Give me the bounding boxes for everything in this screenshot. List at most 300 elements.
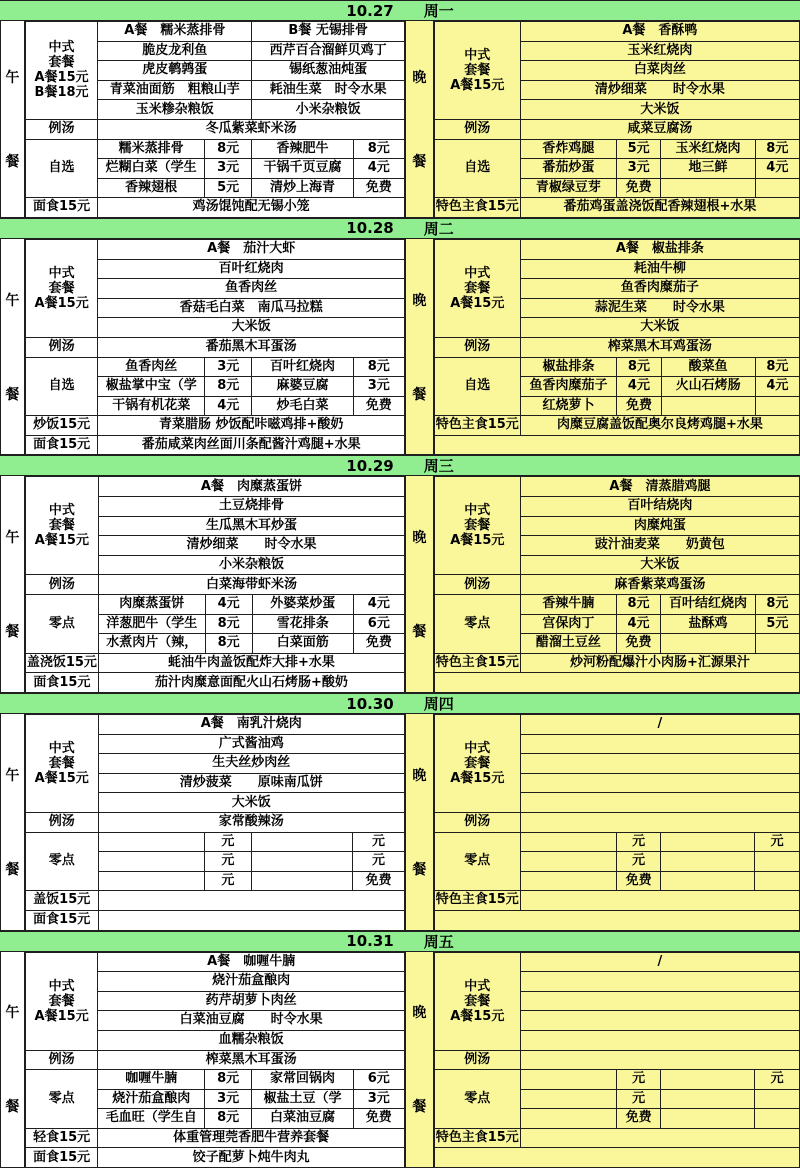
lunch-side-label (0, 239, 25, 456)
price-cell: 3元 (205, 1089, 252, 1109)
combo-dish-cell: 白菜肉丝 (520, 61, 799, 81)
side-label-char: 餐 (412, 1099, 427, 1116)
side-label-char: 晚 (412, 767, 427, 784)
dish-cell (252, 871, 353, 891)
dish-cell: 外婆菜炒蛋 (252, 595, 353, 615)
soup-value-cell: 冬瓜紫菜虾米汤 (98, 119, 405, 139)
side-label-char: 餐 (412, 386, 427, 403)
dish-cell: 麻婆豆腐 (252, 377, 353, 397)
dinner-side-label (405, 239, 434, 456)
day-weekday: 周五 (423, 932, 454, 951)
extra-row-label: 特色主食15元 (434, 1128, 520, 1148)
extra-row-value: 肉糜豆腐盖饭配奥尔良烤鸡腿+水果 (520, 416, 799, 436)
lunch-side-label (0, 952, 25, 1169)
combo-dish-cell: 清炒细菜 时令水果 (98, 536, 404, 556)
dish-cell: 洋葱肥牛（学生 (98, 614, 205, 634)
price-cell: 元 (616, 832, 661, 852)
dish-cell: 鱼香肉糜茄子 (520, 377, 616, 397)
combo-label-line: 中式 (464, 740, 491, 756)
combo-dish-cell: 大米饭 (520, 318, 799, 338)
day-date: 10.29 (346, 456, 394, 475)
day-body (0, 952, 800, 1169)
dish-cell (661, 871, 755, 891)
alacarte-label: 零点 (25, 832, 98, 891)
price-cell: 免费 (616, 634, 660, 654)
dish-cell: 红烧萝卜 (520, 396, 616, 416)
side-label-char: 餐 (412, 153, 427, 170)
dinner-side-label (405, 952, 434, 1169)
dish-cell: 盐酥鸡 (661, 614, 755, 634)
dish-cell (520, 852, 616, 872)
dish-cell: 百叶结红烧肉 (661, 595, 755, 615)
combo-label (434, 477, 520, 575)
dinner-menu-table (434, 714, 800, 931)
alacarte-label: 零点 (25, 595, 98, 654)
combo-dish-cell: 百叶红烧肉 (98, 259, 404, 279)
extra-row-value: 鸡汤馄饨配无锡小笼 (98, 198, 405, 218)
price-cell: 元 (616, 1089, 661, 1109)
combo-dish-cell (520, 1030, 799, 1050)
extra-row-value (98, 891, 404, 911)
combo-label-line: 套餐 (48, 755, 75, 771)
combo-label (25, 239, 98, 337)
soup-label: 例汤 (25, 337, 98, 357)
extra-row-label: 特色主食15元 (434, 198, 520, 218)
combo-label-line: A餐15元 (34, 1008, 89, 1024)
combo-label-line: A餐15元 (450, 77, 505, 93)
price-cell (755, 1089, 800, 1109)
price-cell: 元 (204, 852, 252, 872)
price-cell: 免费 (353, 1109, 404, 1129)
lunch-side-label (0, 714, 25, 931)
combo-label-line: 套餐 (48, 280, 75, 296)
extra-row-label: 面食15元 (25, 673, 98, 693)
extra-row-value: 饺子配萝卜炖牛肉丸 (98, 1148, 405, 1168)
dish-cell: 干锅有机花菜 (98, 396, 205, 416)
extra-row-label: 特色主食15元 (434, 891, 520, 911)
soup-value-cell (520, 1050, 799, 1070)
price-cell: 8元 (205, 1109, 252, 1129)
price-cell: 免费 (617, 396, 661, 416)
combo-dish-cell: 百叶结烧肉 (520, 497, 799, 517)
price-cell: 元 (204, 832, 252, 852)
dish-cell: 香辣肥牛 (252, 139, 353, 159)
side-label-char: 餐 (5, 861, 20, 878)
dish-cell (98, 871, 204, 891)
combo-label (434, 715, 520, 813)
combo-dish-cell: 西芹百合溜鲜贝鸡丁 (252, 41, 405, 61)
combo-dish-cell: 生瓜黑木耳炒蛋 (98, 516, 404, 536)
combo-dish-cell: 虎皮鹌鹑蛋 (98, 61, 252, 81)
combo-dish-cell: 生夫丝炒肉丝 (98, 754, 404, 774)
combo-dish-cell: 青菜油面筋 粗粮山芋 (98, 80, 252, 100)
combo-dish-cell: 蒜泥生菜 时令水果 (520, 298, 799, 318)
day-date: 10.27 (346, 1, 394, 20)
dish-cell: 白菜面筋 (252, 634, 353, 654)
dish-cell (520, 871, 616, 891)
price-cell: 元 (204, 871, 252, 891)
soup-label: 例汤 (25, 119, 97, 139)
combo-dish-cell: 清炒细菜 时令水果 (520, 80, 799, 100)
combo-label-line: A餐15元 (450, 770, 505, 786)
price-cell: 6元 (353, 1070, 404, 1090)
side-label-char: 晚 (412, 1005, 427, 1022)
combo-dish-cell: 大米饭 (520, 555, 799, 575)
extra-row-label: 面食15元 (25, 435, 98, 455)
dish-cell (520, 832, 616, 852)
price-cell: 4元 (353, 159, 404, 179)
dish-cell: 酸菜鱼 (661, 357, 755, 377)
combo-dish-cell: 大米饭 (98, 793, 404, 813)
day-header-bar (0, 455, 800, 476)
price-cell (755, 634, 799, 654)
extra-row-label: 炒饭15元 (25, 416, 98, 436)
soup-label: 例汤 (25, 1050, 98, 1070)
combo-label (25, 22, 97, 120)
alacarte-label: 零点 (434, 1070, 520, 1129)
combo-label-line: 套餐 (464, 62, 491, 78)
dish-cell: 醋溜土豆丝 (520, 634, 616, 654)
dish-cell (252, 832, 353, 852)
extra-row-label: 轻食15元 (25, 1128, 98, 1148)
dinner-menu-table (434, 239, 800, 456)
dinner-side-label (405, 714, 434, 931)
price-cell (755, 178, 799, 198)
dish-cell: 雪花排条 (252, 614, 353, 634)
side-label-char: 晚 (412, 530, 427, 547)
side-label-char: 餐 (412, 861, 427, 878)
combo-label-line: B餐18元 (34, 85, 89, 101)
combo-label-line: 套餐 (464, 518, 491, 534)
combo-label-line: 中式 (48, 40, 75, 56)
price-cell: 8元 (205, 1070, 252, 1090)
combo-label-line: A餐15元 (34, 70, 89, 86)
price-cell: 8元 (353, 357, 404, 377)
soup-value-cell: 家常酸辣汤 (98, 812, 404, 832)
dish-cell (661, 634, 755, 654)
day-header-bar (0, 0, 800, 21)
alacarte-label: 零点 (25, 1070, 98, 1129)
day-body (0, 714, 800, 931)
soup-label: 例汤 (25, 812, 98, 832)
price-cell: 免费 (353, 871, 405, 891)
lunch-menu-table (25, 21, 405, 218)
alacarte-label: 零点 (434, 595, 520, 654)
combo-dish-cell: 豉汁油麦菜 奶黄包 (520, 536, 799, 556)
dish-cell: 白菜油豆腐 (252, 1109, 353, 1129)
price-cell: 8元 (617, 357, 661, 377)
dish-cell: 咖喱牛腩 (98, 1070, 205, 1090)
side-label-char: 午 (5, 1005, 20, 1022)
extra-row-value (520, 891, 799, 911)
soup-value-cell: 咸菜豆腐汤 (520, 119, 799, 139)
day-header-bar (0, 931, 800, 952)
combo-dish-cell: 脆皮龙利鱼 (98, 41, 252, 61)
empty-filler-cell (434, 910, 799, 930)
dish-cell: 地三鲜 (661, 159, 755, 179)
dish-cell (520, 1070, 616, 1090)
combo-dish-cell (520, 972, 799, 992)
price-cell: 5元 (616, 139, 661, 159)
dish-cell: 椒盐掌中宝（学 (98, 377, 205, 397)
price-cell: 8元 (205, 614, 252, 634)
dish-cell: 椒盐土豆（学 (252, 1089, 353, 1109)
alacarte-label: 自选 (25, 139, 97, 198)
price-cell: 免费 (616, 1109, 661, 1129)
combo-dish-cell: 香菇毛白菜 南瓜马拉糕 (98, 298, 404, 318)
combo-dish-cell (520, 773, 799, 793)
dish-cell: 香辣牛腩 (520, 595, 616, 615)
day-header-bar (0, 218, 800, 239)
price-cell: 元 (353, 852, 405, 872)
price-cell: 4元 (205, 595, 252, 615)
price-cell: 5元 (755, 614, 799, 634)
empty-filler-cell (434, 673, 799, 693)
extra-row-value: 番茄咸菜肉丝面川条配酱汁鸡腿+水果 (98, 435, 404, 455)
day-date: 10.31 (346, 932, 394, 951)
soup-value-cell: 麻香紫菜鸡蛋汤 (520, 575, 799, 595)
dish-cell: 宫保肉丁 (520, 614, 616, 634)
price-cell: 元 (755, 832, 800, 852)
extra-row-value (520, 1128, 799, 1148)
soup-value-cell (520, 812, 799, 832)
dinner-menu-table (434, 21, 800, 218)
empty-filler-cell (434, 1148, 799, 1168)
price-cell: 元 (755, 1070, 800, 1090)
lunch-menu-table (25, 952, 405, 1169)
soup-label: 例汤 (434, 119, 520, 139)
dish-cell: 香炸鸡腿 (520, 139, 616, 159)
price-cell: 8元 (205, 377, 252, 397)
dish-cell: 清炒上海青 (252, 178, 353, 198)
alacarte-label: 零点 (434, 832, 520, 891)
lunch-menu-table (25, 239, 405, 456)
dish-cell: 椒盐排条 (520, 357, 616, 377)
combo-dish-cell: / (520, 952, 799, 972)
combo-dish-cell: A餐 椒盐排条 (520, 239, 799, 259)
extra-row-label: 盖浇饭15元 (25, 653, 98, 673)
combo-dish-cell: 药芹胡萝卜肉丝 (98, 991, 405, 1011)
combo-dish-cell: B餐 无锡排骨 (252, 22, 405, 42)
combo-label (434, 239, 520, 337)
price-cell: 免费 (353, 396, 404, 416)
combo-dish-cell: 白菜油豆腐 时令水果 (98, 1011, 405, 1031)
extra-row-value: 蚝油牛肉盖饭配炸大排+水果 (98, 653, 404, 673)
dish-cell: 烂糊白菜（学生 (98, 159, 205, 179)
price-cell: 3元 (204, 159, 251, 179)
dish-cell: 炒毛白菜 (252, 396, 353, 416)
side-label-char: 餐 (5, 1099, 20, 1116)
side-label-char: 晚 (412, 292, 427, 309)
combo-dish-cell (520, 734, 799, 754)
soup-label: 例汤 (434, 575, 520, 595)
combo-dish-cell: 耗油牛柳 (520, 259, 799, 279)
price-cell: 元 (353, 832, 405, 852)
extra-row-label: 面食15元 (25, 198, 97, 218)
combo-dish-cell: A餐 香酥鸭 (520, 22, 799, 42)
combo-label-line: 中式 (464, 978, 491, 994)
side-label-char: 午 (5, 69, 20, 86)
extra-row-label: 面食15元 (25, 910, 98, 930)
price-cell: 元 (616, 852, 661, 872)
combo-dish-cell: 清炒菠菜 原味南瓜饼 (98, 773, 404, 793)
dinner-side-label (405, 476, 434, 693)
side-label-char: 午 (5, 530, 20, 547)
dinner-side-label (405, 21, 434, 218)
combo-label-line: 套餐 (464, 993, 491, 1009)
price-cell: 3元 (616, 159, 661, 179)
dish-cell: 家常回锅肉 (252, 1070, 353, 1090)
empty-filler-cell (434, 435, 799, 455)
day-header-bar (0, 693, 800, 714)
combo-dish-cell: A餐 清蒸腊鸡腿 (520, 477, 799, 497)
side-label-char: 餐 (412, 624, 427, 641)
day-body (0, 476, 800, 693)
combo-dish-cell: A餐 糯米蒸排骨 (98, 22, 252, 42)
day-body (0, 239, 800, 456)
side-label-char: 晚 (412, 69, 427, 86)
combo-dish-cell: 土豆烧排骨 (98, 497, 404, 517)
side-label-char: 午 (5, 767, 20, 784)
dish-cell: 百叶红烧肉 (252, 357, 353, 377)
dish-cell (661, 1089, 755, 1109)
day-weekday: 周三 (423, 457, 454, 476)
dish-cell (661, 832, 755, 852)
price-cell (755, 852, 800, 872)
dish-cell (520, 1109, 616, 1129)
combo-dish-cell: 耗油生菜 时令水果 (252, 80, 405, 100)
combo-label-line: 中式 (48, 978, 75, 994)
dish-cell: 肉糜蒸蛋饼 (98, 595, 205, 615)
price-cell (755, 1109, 800, 1129)
combo-label-line: 套餐 (48, 55, 75, 71)
combo-label-line: 中式 (48, 503, 75, 519)
dish-cell: 番茄炒蛋 (520, 159, 616, 179)
combo-dish-cell: 锡纸葱油炖蛋 (252, 61, 405, 81)
price-cell: 3元 (205, 357, 252, 377)
combo-label (25, 952, 98, 1050)
dish-cell (520, 1089, 616, 1109)
combo-label (25, 477, 98, 575)
extra-row-label: 特色主食15元 (434, 653, 520, 673)
combo-dish-cell (520, 793, 799, 813)
price-cell: 元 (616, 1070, 661, 1090)
combo-dish-cell: A餐 南乳汁烧肉 (98, 715, 404, 735)
price-cell: 8元 (755, 357, 799, 377)
dish-cell (661, 396, 755, 416)
price-cell: 免费 (353, 634, 404, 654)
combo-dish-cell: / (520, 715, 799, 735)
extra-row-label: 盖饭15元 (25, 891, 98, 911)
dish-cell: 水煮肉片（辣， (98, 634, 205, 654)
price-cell: 8元 (353, 139, 404, 159)
extra-row-value: 番茄鸡蛋盖浇饭配香辣翅根+水果 (520, 198, 799, 218)
combo-label-line: 中式 (464, 47, 491, 63)
lunch-menu-table (25, 714, 405, 931)
price-cell: 免费 (353, 178, 404, 198)
dish-cell: 玉米红烧肉 (661, 139, 755, 159)
price-cell: 4元 (353, 595, 404, 615)
combo-label-line: A餐15元 (34, 295, 89, 311)
price-cell: 4元 (616, 614, 660, 634)
combo-dish-cell (520, 754, 799, 774)
soup-value-cell: 白菜海带虾米汤 (98, 575, 404, 595)
alacarte-label: 自选 (25, 357, 98, 416)
dish-cell: 毛血旺（学生自 (98, 1109, 205, 1129)
dish-cell (661, 1109, 755, 1129)
day-weekday: 周一 (423, 2, 454, 20)
combo-label (25, 715, 98, 813)
combo-dish-cell: A餐 茄汁大虾 (98, 239, 404, 259)
price-cell: 免费 (616, 178, 661, 198)
soup-value-cell: 榨菜黑木耳鸡蛋汤 (520, 337, 799, 357)
dish-cell (661, 178, 755, 198)
combo-label-line: A餐15元 (450, 1008, 505, 1024)
side-label-char: 餐 (5, 153, 20, 170)
dish-cell (661, 1070, 755, 1090)
dish-cell (252, 852, 353, 872)
price-cell: 4元 (205, 396, 252, 416)
day-weekday: 周四 (423, 695, 454, 713)
price-cell: 8元 (755, 595, 799, 615)
combo-dish-cell: 玉米红烧肉 (520, 41, 799, 61)
combo-dish-cell: 玉米糁杂粮饭 (98, 100, 252, 120)
day-date: 10.30 (346, 694, 394, 713)
combo-label-line: A餐15元 (450, 295, 505, 311)
dinner-menu-table (434, 952, 800, 1169)
side-label-char: 午 (5, 292, 20, 309)
combo-dish-cell: 血糯杂粮饭 (98, 1030, 405, 1050)
day-date: 10.28 (346, 219, 394, 238)
dish-cell: 青椒绿豆芽 (520, 178, 616, 198)
soup-label: 例汤 (434, 1050, 520, 1070)
combo-label-line: A餐15元 (34, 533, 89, 549)
soup-label: 例汤 (25, 575, 98, 595)
price-cell: 4元 (617, 377, 661, 397)
combo-label-line: 套餐 (48, 518, 75, 534)
price-cell (755, 871, 800, 891)
dish-cell: 香辣翅根 (98, 178, 205, 198)
soup-label: 例汤 (434, 812, 520, 832)
dish-cell (661, 852, 755, 872)
combo-label-line: 套餐 (464, 280, 491, 296)
price-cell: 5元 (204, 178, 251, 198)
extra-row-value: 体重管理莞香肥牛营养套餐 (98, 1128, 405, 1148)
combo-dish-cell (520, 991, 799, 1011)
combo-label-line: A餐15元 (34, 770, 89, 786)
dish-cell: 烧汁茄盒酿肉 (98, 1089, 205, 1109)
extra-row-label: 特色主食15元 (434, 416, 520, 436)
combo-label-line: 中式 (464, 503, 491, 519)
combo-label-line: 套餐 (48, 993, 75, 1009)
price-cell: 3元 (353, 1089, 404, 1109)
extra-row-value: 青菜腊肠 炒饭配咔嗞鸡排+酸奶 (98, 416, 404, 436)
dish-cell: 糯米蒸排骨 (98, 139, 205, 159)
combo-label-line: A餐15元 (450, 533, 505, 549)
dish-cell (98, 852, 204, 872)
combo-dish-cell: A餐 咖喱牛腩 (98, 952, 405, 972)
combo-label-line: 套餐 (464, 755, 491, 771)
day-body (0, 21, 800, 218)
dish-cell: 干锅千页豆腐 (252, 159, 353, 179)
combo-label (434, 952, 520, 1050)
dish-cell: 火山石烤肠 (661, 377, 755, 397)
combo-dish-cell: 小米杂粮饭 (252, 100, 405, 120)
day-weekday: 周二 (423, 219, 454, 238)
lunch-side-label (0, 21, 25, 218)
extra-row-value: 茄汁肉糜意面配火山石烤肠+酸奶 (98, 673, 404, 693)
extra-row-value (98, 910, 404, 930)
